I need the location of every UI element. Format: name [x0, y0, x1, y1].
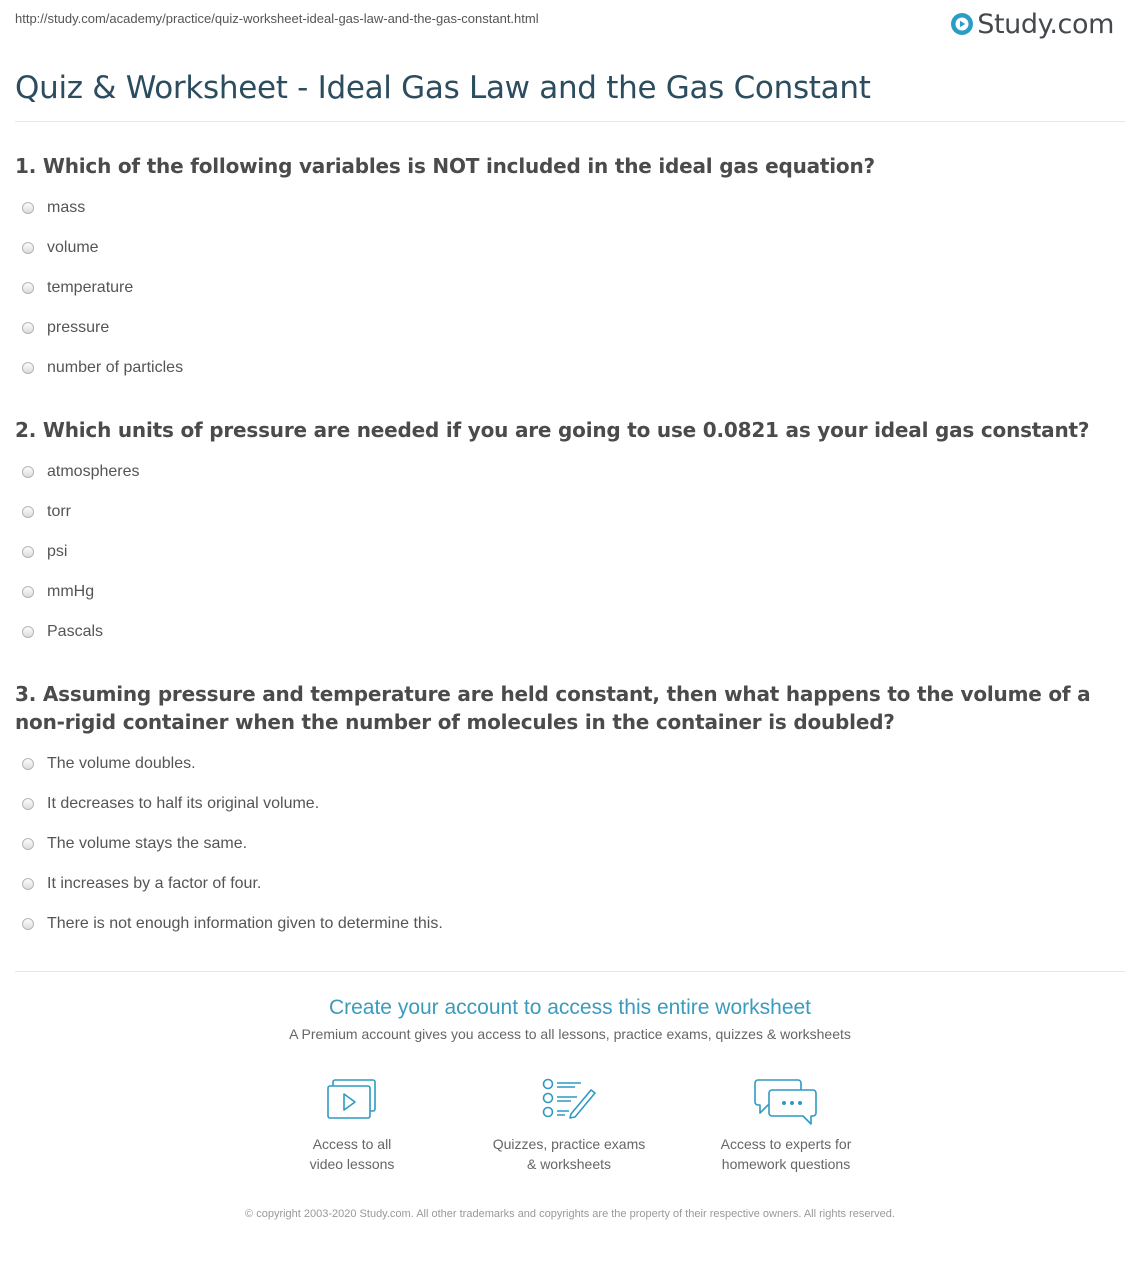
feature-label-line2: homework questions: [721, 1156, 851, 1172]
question-1: 1. Which of the following variables is NOT included in the ideal gas equation?: [15, 154, 875, 178]
answer-option[interactable]: [22, 277, 183, 317]
answer-text: mass: [47, 199, 86, 216]
answer-option[interactable]: [22, 753, 443, 793]
answer-text: atmospheres: [47, 463, 140, 480]
cta-title[interactable]: Create your account to access this entire worksheet: [328, 996, 812, 1019]
feature-label-line2: & worksheets: [526, 1156, 612, 1172]
answer-text: It increases by a factor of four.: [47, 875, 262, 892]
feature-label-line1: Quizzes, practice exams: [492, 1136, 646, 1152]
radio-button[interactable]: [22, 322, 34, 334]
title-divider: [15, 121, 1125, 122]
answer-option[interactable]: [22, 833, 443, 873]
answer-option[interactable]: [22, 913, 443, 953]
answer-text: There is not enough information given to determine this.: [47, 915, 443, 932]
answer-text: The volume stays the same.: [47, 835, 248, 852]
answer-text: Pascals: [47, 623, 104, 640]
radio-button[interactable]: [22, 202, 34, 214]
answer-option[interactable]: [22, 501, 140, 541]
feature-video-lessons: [252, 1078, 452, 1174]
quiz-checklist-icon: [541, 1078, 597, 1122]
page-url: http://study.com/academy/practice/quiz-worksheet-ideal-gas-law-and-the-gas-constant.html: [15, 11, 539, 26]
answer-option[interactable]: [22, 873, 443, 913]
answer-option[interactable]: [22, 357, 183, 397]
feature-label-line1: Access to experts for: [720, 1136, 852, 1152]
answer-text: It decreases to half its original volume.: [47, 795, 320, 812]
radio-button[interactable]: [22, 466, 34, 478]
answer-text: temperature: [47, 279, 134, 296]
radio-button[interactable]: [22, 838, 34, 850]
question-2: 2. Which units of pressure are needed if you are going to use 0.0821 as your ideal gas constant?: [15, 418, 1090, 442]
answer-list-2: [22, 461, 140, 661]
answer-text: torr: [47, 503, 71, 520]
radio-button[interactable]: [22, 878, 34, 890]
answer-option[interactable]: [22, 197, 183, 237]
answer-option[interactable]: [22, 461, 140, 501]
questions-divider: [15, 971, 1125, 972]
answer-option[interactable]: [22, 581, 140, 621]
brand-logo[interactable]: [950, 6, 1114, 42]
answer-text: The volume doubles.: [47, 755, 196, 772]
radio-button[interactable]: [22, 546, 34, 558]
answer-text: pressure: [47, 319, 110, 336]
chat-bubbles-icon: [754, 1078, 818, 1126]
answer-list-3: [22, 753, 443, 953]
radio-button[interactable]: [22, 586, 34, 598]
copyright-notice: © copyright 2003-2020 Study.com. All other trademarks and copyrights are the property of their respective owners. All rights reserved.: [245, 1208, 895, 1220]
answer-list-1: [22, 197, 183, 397]
feature-label-line2: video lessons: [309, 1156, 395, 1172]
answer-option[interactable]: [22, 793, 443, 833]
answer-text: number of particles: [47, 359, 184, 376]
video-lesson-icon: [326, 1078, 378, 1122]
feature-quizzes: [469, 1078, 669, 1174]
radio-button[interactable]: [22, 758, 34, 770]
answer-option[interactable]: [22, 621, 140, 661]
radio-button[interactable]: [22, 918, 34, 930]
answer-option[interactable]: [22, 237, 183, 277]
radio-button[interactable]: [22, 242, 34, 254]
question-3: 3. Assuming pressure and temperature are held constant, then what happens to the volume of a non-rigid container when the number of molecules in the container is doubled?: [15, 682, 1091, 734]
answer-option[interactable]: [22, 541, 140, 581]
page-title: Quiz & Worksheet - Ideal Gas Law and the Gas Constant: [15, 70, 871, 106]
radio-button[interactable]: [22, 626, 34, 638]
feature-label-line1: Access to all: [312, 1136, 392, 1152]
radio-button[interactable]: [22, 506, 34, 518]
answer-text: mmHg: [47, 583, 95, 600]
brand-name: Study.com: [977, 8, 1114, 40]
play-circle-icon: [950, 12, 974, 36]
feature-experts: [686, 1078, 886, 1174]
radio-button[interactable]: [22, 362, 34, 374]
cta-subtitle: A Premium account gives you access to all lessons, practice exams, quizzes & worksheets: [289, 1026, 851, 1042]
radio-button[interactable]: [22, 282, 34, 294]
radio-button[interactable]: [22, 798, 34, 810]
answer-option[interactable]: [22, 317, 183, 357]
answer-text: volume: [47, 239, 99, 256]
answer-text: psi: [47, 543, 68, 560]
